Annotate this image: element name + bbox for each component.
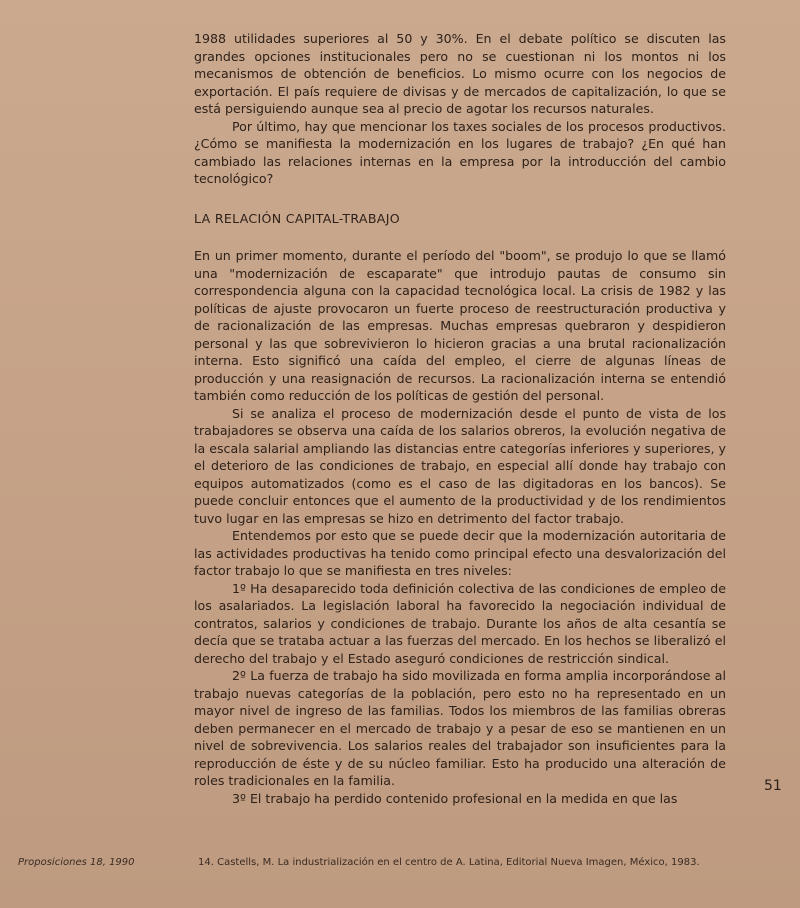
journal-footer: Proposiciones 18, 1990 — [18, 857, 135, 868]
paragraph: Por último, hay que mencionar los taxes sociales de los procesos productivos. ¿Cómo se manifiesta la modernización en los lugares de trabajo? ¿En qué han cambiado las relaciones internas en la empresa por la introducción del cambio tecnológico? — [194, 118, 726, 186]
text-column — [194, 30, 726, 807]
paragraph: 2º La fuerza de trabajo ha sido movilizada en forma amplia incorporándose al trabajo nuevas categorías de la población, pero esto no ha representado en un mayor nivel de ingreso de las familias. Todos los miembros de las familias obreras deben permanecer en el mercado de trabajo y a pesar de eso se mantienen en un nivel de sobrevivencia. Los salarios reales del trabajador son insuficientes para la reproducción de éste y de su núcleo familiar. Esto ha producido una alteración de roles tradicionales en la familia. — [194, 668, 726, 788]
paragraph: 3º El trabajo ha perdido contenido profesional en la medida en que las — [232, 790, 678, 806]
section-heading: LA RELACIÓN CAPITAL-TRABAJO — [194, 210, 400, 226]
paragraph: 1º Ha desaparecido toda definición colectiva de las condiciones de empleo de los asalariados. La legislación laboral ha favorecido la negociación individual de contratos, salarios y condiciones de trabajo. Durante los años de alta cesantía se decía que se trataba actuar a las fuerzas del mercado. En los hechos se liberalizó el derecho del trabajo y el Estado aseguró condiciones de restricción sindical. — [194, 580, 726, 666]
page-number: 51 — [764, 778, 782, 794]
paragraph: Si se analiza el proceso de modernización desde el punto de vista de los trabajadores se observa una caída de los salarios obreros, la evolución negativa de la escala salarial ampliando las distancias entre categorías inferiores y superiores, y el deterioro de las condiciones de trabajo, en especial allí donde hay trabajo con equipos automatizados (como es el caso de las digitadoras en los bancos). Se puede concluir entonces que el aumento de la productividad y de los rendimientos tuvo lugar en las empresas se hizo en detrimento del factor trabajo. — [194, 405, 726, 526]
paragraph: 1988 utilidades superiores al 50 y 30%. En el debate político se discuten las grandes opciones institucionales pero no se cuestionan ni los montos ni los mecanismos de obtención de beneficios. Lo mismo ocurre con los negocios de exportación. El país requiere de divisas y de mercados de capitalización, lo que se está persiguiendo aunque sea al precio de agotar los recursos naturales. — [194, 31, 726, 116]
paragraph: Entendemos por esto que se puede decir que la modernización autoritaria de las actividades productivas ha tenido como principal efecto una desvalorización del factor trabajo lo que se manifiesta en tres niveles: — [194, 528, 726, 578]
paragraph: En un primer momento, durante el período del "boom", se produjo lo que se llamó una "modernización de escaparate" que introdujo pautas de consumo sin correspondencia alguna con la capacidad tecnológica local. La crisis de 1982 y las políticas de ajuste provocaron un fuerte proceso de reestructuración productiva y de racionalización de las empresas. Muchas empresas quebraron y despidieron personal y las que sobrevivieron lo hicieron gracias a una brutal racionalización interna. Esto significó una caída del empleo, el cierre de algunas líneas de producción y una reasignación de recursos. La racionalización interna se entendió también como reducción de los políticas de gestión del personal. — [194, 248, 726, 403]
footnote: 14. Castells, M. La industrialización en el centro de A. Latina, Editorial Nueva Imagen, México, 1983. — [198, 857, 700, 868]
